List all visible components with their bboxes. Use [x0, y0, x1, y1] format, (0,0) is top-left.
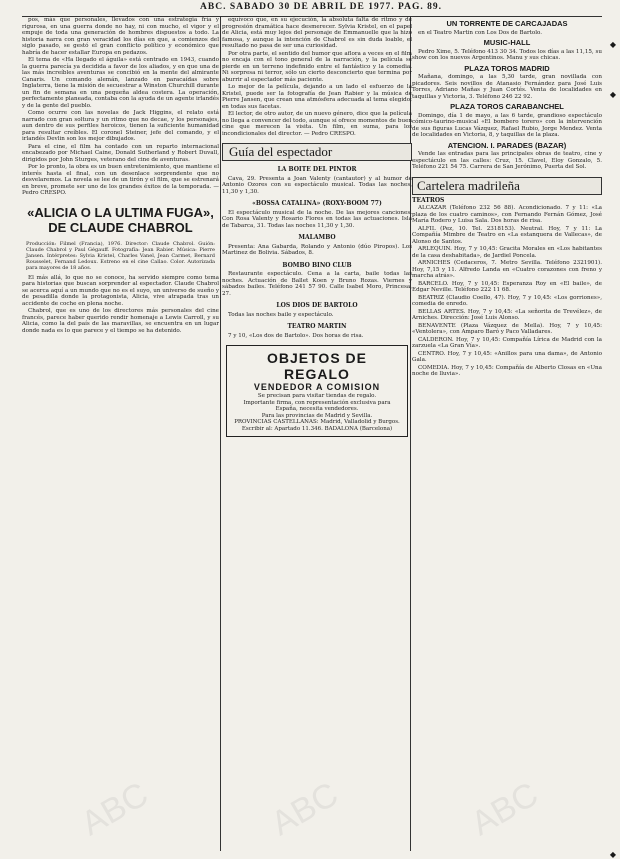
- theatre-entry: ALFIL (Pez, 10. Tel. 2318153). Neutral. Hoy, 7 y 11: La Compañía Mimbre de Teatro en «La estanquera de Vallecas», de Alonso de Santos.: [412, 225, 602, 245]
- review-paragraph: El más allá, lo que no se conoce, ha servido siempre como tema para historias que buscan sorprender al espectador. Claude Chabrol se acerca aquí a un mundo que no es el suyo, un universo de sueño y de pesadilla donde la protagonista, Alicia, vive atrapada tras un accidente de coche en plena noche.: [22, 274, 219, 307]
- announcement-heading: ATENCION. I. PARADES (BAZAR): [447, 140, 567, 150]
- theatre-entry: ALCAZAR (Teléfono 232 56 88). Acondicionado. 7 y 11: «La plaza de los cuatro caminos», con Fernando Fernán Gómez, José María Rodero y Luisa Sala. Dos horas de risa.: [412, 205, 602, 224]
- venue-listing: [222, 201, 412, 229]
- venue-description: El espectáculo musical de la noche. De las mejores canciones. Con Rosa Valenty y Rosario Flores en todas las actuaciones. Isla de Tabarca, 31. Todas las noches 11,30 y 1,30.: [222, 209, 412, 229]
- venue-name: LA BOITE DEL PINTOR: [277, 166, 357, 173]
- venue-listing: [222, 167, 412, 195]
- ad-line: PROVINCIAS CASTELLANAS: Madrid, Valladolid y Burgos.: [234, 419, 400, 425]
- column-divider-1: [220, 17, 221, 851]
- theatre-entry: CALDERON. Hoy, 7 y 10,45: Compañía Lírica de Madrid con la zarzuela «La Gran Vía».: [412, 336, 602, 349]
- article-paragraph: Como ocurre con las novelas de Jack Higgins, el relato está narrado con gran soltura y un ritmo que no decae, y los personajes, aun dentro de sus perfiles heroicos, tienen la suficiente humanidad para resultar creíbles. El coronel Steiner, jefe del comando, y el irlandés Devlin son los mejor dibujados.: [22, 110, 219, 142]
- venue-description: Restaurante espectáculo. Cena a la carta, baile todas las noches. Actuación de Ballet Koen y Bruno Rozas. Viernes y sábados bailes. Teléfono 241 57 90. Calle Isabel Moro, Princesa, 27.: [222, 271, 412, 297]
- announcement-text: Pedro Xime, 5. Teléfono 413 30 34. Todos los días a las 11,15, su show con los nuevos Argentinos. Manu y sus chicas.: [412, 48, 602, 61]
- review-paragraph: equívoco que, en su ejecución, la absoluta falta de ritmo y de progresión dramática hace desmerecer. Sylvia Kristel, en el papel de Alicia, está muy lejos del personaje de Emmanuelle que la hizo famosa, y aunque la intención de Chabrol es sin duda loable, el resultado no pasa de ser una curiosidad.: [222, 17, 412, 49]
- ad-line: Escribir al: Apartado 11.346. BADALONA (Barcelona): [241, 425, 393, 432]
- ad-line: Importante firma, con representación exclusiva para España, necesita vendedores.: [243, 399, 391, 412]
- article-paragraph: Por lo pronto, la obra es un buen entretenimiento, que mantiene el interés hasta el final, con un desenlace sorprendente que no desvelaremos. La novela se lee de un tirón y el film, que se estrenará en breve, promete ser uno de los grandes éxitos de la temporada. — Pedro CRESPO.: [22, 164, 219, 196]
- announcement-text: en el Teatro Martin con Los Dos de Bartolo.: [418, 29, 543, 36]
- column-right: [412, 17, 602, 851]
- margin-mark: ◆: [609, 850, 616, 859]
- theatre-entry: BELLAS ARTES. Hoy, 7 y 10,45: «La señorita de Trevélez», de Arniches. Dirección: José Luis Alonso.: [412, 308, 602, 321]
- article-paragraph: Para el cine, el film ha contado con un reparto internacional encabezado por Michael Caine, Donald Sutherland y Robert Duvall, dirigidos por John Sturges, veterano del cine de aventuras.: [22, 143, 219, 163]
- announcement-text: Vende las entradas para las principales obras de teatro, cine y espectáculo en las calles: Cruz, 15. Clavel, Eloy Gonzalo, 5. Teléfono 221 54 75. Carrera de San Jerónimo, Puerta del Sol.: [412, 151, 602, 170]
- venue-description: Cava, 29. Presenta a Joan Valenty (cantautor) y al humor de Antonio Ozores con su espectáculo musical. Todas las noches, 11,30 y 1,30.: [222, 175, 412, 195]
- theatre-entry: BEATRIZ (Claudio Coello, 47). Hoy, 7 y 10,45: «Los gorriones», comedia de enredo.: [412, 294, 602, 307]
- announcement-heading: PLAZA TOROS CARABANCHEL: [450, 102, 564, 111]
- venue-description: Presenta: Ana Gabarda, Rolando y Antonio (dúo Piropos). Los Martinez de Bolivia. Sábados, 8.: [222, 243, 412, 256]
- venue-listing: [222, 324, 412, 339]
- venue-listing: [222, 235, 412, 257]
- article-paragraph: pos, más que personales, llevados con una estrategia fría y rigurosa, en una guerra donde no hay, ni con mucho, el vigor y el empuje de toda una generación de hombres dispuestos a todo. La historia narra con gran veracidad los días en que, a comienzos del siglo pasado, se gestó el gran conflicto político y económico que habría de hacer estallar Europa en pedazos.: [22, 17, 219, 56]
- watermark: ABC: [74, 775, 155, 844]
- venue-name: BOMBO BINO CLUB: [282, 261, 352, 269]
- venue-listing: [222, 303, 412, 318]
- ad-title: OBJETOS DE REGALO: [267, 350, 367, 382]
- listings-category: TEATROS: [412, 196, 445, 204]
- margin-mark: ◆: [609, 40, 616, 49]
- venue-description: Todas las noches baile y espectáculo.: [228, 311, 334, 318]
- venue-name: TEATRO MARTIN: [287, 323, 347, 330]
- announcement-heading: UN TORRENTE DE CARCAJADAS: [446, 19, 568, 28]
- article-paragraph: El tema de «Ha llegado el águila» está centrado en 1943, cuando la guerra parecía ya decidida a favor de los aliados, y en que una de las más increíbles aventuras se concibió en la mente del almirante Canaris. Un comando alemán, lanzado en paracaídas sobre Inglaterra, tiene la misión de secuestrar a Winston Churchill durante un fin de semana en una pequeña aldea costera. La operación, perfectamente planeada, contaba con la ayuda de un agente irlandés y de la gente del pueblo.: [22, 57, 219, 109]
- classified-ad: [226, 345, 408, 437]
- theatre-entry: ARLEQUIN. Hoy, 7 y 10,45: Gracita Morales en «Los habitantes de la casa deshabitada», de Jardiel Poncela.: [412, 246, 602, 259]
- review-headline: «ALICIA O LA ULTIMA FUGA», DE CLAUDE CHABROL: [27, 204, 214, 235]
- theatre-entry: BARCELO. Hoy, 7 y 10,45: Esperanza Roy en «El baile», de Edgar Neville. Teléfono 222 11 68.: [412, 280, 602, 293]
- announcement-text: Mañana, domingo, a las 5,30 tarde, gran novillada con picadores. Seis novillos de Atanasio Fernández para José Luis Torres, Adriano Mañas y Juan Cortés. Venta de localidades en taquillas y Victoria, 3. Teléfono 246 22 92.: [412, 74, 602, 100]
- page-header: ABC. SABADO 30 DE ABRIL DE 1977. PAG. 89.: [200, 2, 442, 12]
- theatre-entry: BENAVENTE (Plaza Vázquez de Mella). Hoy, 7 y 10,45: «Ventolera», con Amparo Baró y Paco Valladares.: [412, 322, 602, 335]
- theatre-entry: CENTRO. Hoy, 7 y 10,45: «Anillos para una dama», de Antonio Gala.: [412, 350, 602, 363]
- margin-mark: ◆: [609, 90, 616, 99]
- theatre-entry: COMEDIA. Hoy, 7 y 10,45: Compañía de Alberto Closas en «Una noche de lluvia».: [412, 364, 602, 377]
- column-middle: [222, 17, 412, 851]
- review-paragraph: Lo mejor de la película, dejando a un lado el esfuerzo de la Kristel, puede ser la fotografía de Jean Rabier y la música de Pierre Jansen, que crean una atmósfera adecuada al tema elegido; en todas sus facetas.: [222, 84, 412, 110]
- venue-name: «BOSSA CATALINA» (ROXY-BOOM 77): [252, 200, 382, 207]
- announcement-heading: MUSIC-HALL: [483, 38, 531, 47]
- film-credits: Producción: Filmel (Francia), 1976. Director: Claude Chabrol. Guión: Claude Chabrol y Paul Gégauff. Fotografía: Jean Rabier. Música: Pierre Jansen. Intérpretes: Sylvia Kristel, Charles Vanel, Jean Carmet, Bernard Rousselet, Fernand Ledoux. Estreno en el cine Callao. Color. Autorizada para mayores de 18 años.: [26, 240, 215, 271]
- listings-section-title: Cartelera madrileña: [412, 177, 602, 195]
- announcement-heading: PLAZA TOROS MADRID: [464, 63, 550, 73]
- ad-line: Se precisan para visitar tiendas de regalo.: [257, 393, 377, 399]
- review-paragraph: Por otra parte, el sentido del humor que aflora a veces en el film no encaja con el tono general de la narración, y la película se pierde en un terreno indefinido entre el fantástico y la comedia. Ni sorpresa ni terror, sólo un cierto desconcierto que termina por aburrir al espectador más paciente.: [222, 50, 412, 83]
- watermark: ABC: [264, 775, 345, 844]
- venue-name: MALAMBO: [298, 234, 336, 241]
- ad-line: Para las provincias de Madrid y Sevilla.: [261, 412, 373, 419]
- column-left: [22, 17, 219, 851]
- review-paragraph: Chabrol, que es uno de los directores más personales del cine francés, parece haber querido rendir homenaje a Lewis Carroll, y su Alicia, como la del país de las maravillas, se encuentra en un lugar donde nada es lo que parece y el tiempo se ha detenido.: [22, 308, 219, 334]
- watermark: ABC: [464, 775, 545, 844]
- theatre-entry: ARNICHES (Cedaceros, 7. Metro Sevilla. Teléfono 2321901). Hoy, 7,15 y 11. Alfredo Landa en «Cuatro corazones con freno y marcha atrás».: [412, 260, 602, 279]
- announcement-text: Domingo, día 1 de mayo, a las 6 tarde, grandioso espectáculo cómico-taurino-musical «El bombero torero» con la intervención de sus figuras Lucas Vázquez, Rafael Rubio, Jorge Mendez. Venta de localidades en Victoria, 8, y taquillas de la plaza.: [412, 112, 602, 138]
- venue-name: LOS DIOS DE BARTOLO: [276, 302, 358, 309]
- venue-listing: [222, 263, 412, 298]
- review-paragraph: El lector, de otro autor, de un nuevo género, dice que la película no llega a convencer del todo, aunque sí ofrece momentos de buen cine que merecen la visita. Un film, en suma, para los incondicionales del director. — Pedro CRESPO.: [222, 111, 412, 137]
- guide-section-title: Guía del espectador: [222, 143, 412, 161]
- venue-description: 7 y 10, «Los dos de Bartolo». Dos horas de risa.: [228, 332, 364, 339]
- ad-subtitle: VENDEDOR A COMISION: [253, 382, 381, 392]
